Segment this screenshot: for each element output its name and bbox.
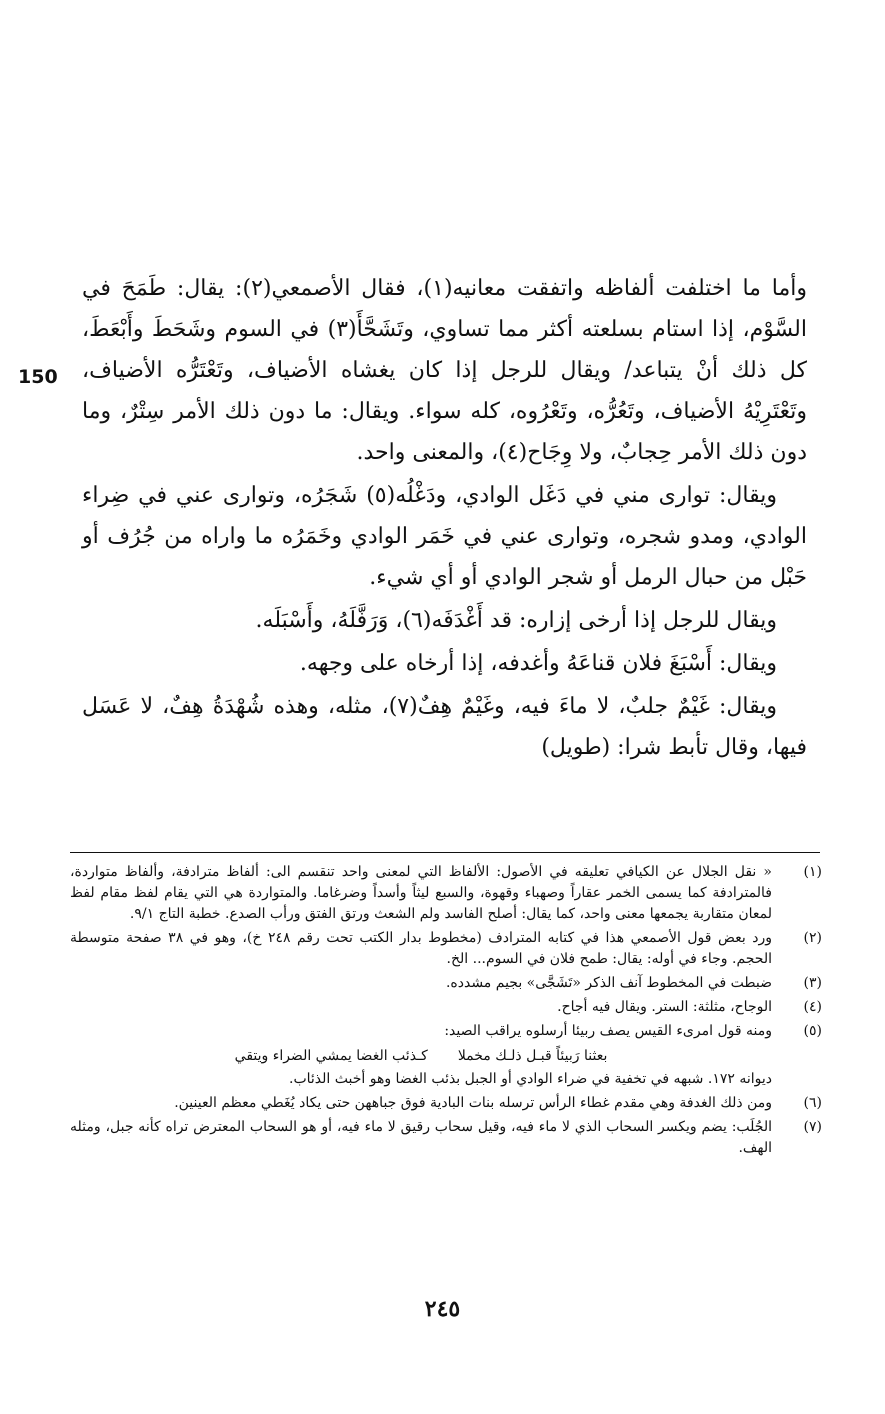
footnote-body bbox=[70, 1021, 772, 1090]
footnotes bbox=[70, 862, 822, 1162]
footnote bbox=[70, 862, 822, 925]
footnote-number: (٧) bbox=[803, 1119, 822, 1135]
footnote bbox=[70, 1021, 822, 1090]
footnote-text: ورد بعض قول الأصمعي هذا في كتابه المترادف (مخطوط بدار الكتب تحت رقم ٢٤٨ خ)، وهو في ٣٨ صفحة متوسطة الحجم. وجاء في أوله: يقال: طمح فلان في السوم... الخ. bbox=[70, 930, 773, 967]
main-text bbox=[82, 268, 807, 770]
footnote bbox=[70, 973, 822, 994]
body-paragraph: ويقال: غَيْمٌ جلبٌ، لا ماءَ فيه، وغَيْمٌ هِفٌ(٧)، مثله، وهذه شُهْدَةُ هِفٌ، لا عَسَل فيها، وقال تأبط شرا: (طويل) bbox=[82, 694, 807, 760]
footnote-text: ومن ذلك الغدفة وهي مقدم غطاء الرأس ترسله بنات البادية فوق جباههن حتى يكاد يُغَطي معظم العينين. bbox=[174, 1095, 772, 1111]
footnote-text: الجُلَب: يضم ويكسر السحاب الذي لا ماء فيه، وقيل سحاب رقيق لا ماء فيه، أو هو السحاب المعترض تراه كأنه جبل، ومثله الهف. bbox=[70, 1119, 772, 1156]
body-paragraph: ويقال: توارى مني في دَغَل الوادي، ودَغْلُه(٥) شَجَرُه، وتوارى عني في ضِراء الوادي، ومدو شجره، وتوارى عني في خَمَر الوادي وخَمَرُه ما واراه من جُرُف أو حَبْل من حبال الرمل أو شجر الوادي أو أي شيء. bbox=[82, 483, 807, 590]
footnote bbox=[70, 997, 822, 1018]
body-paragraph: وأما ما اختلفت ألفاظه واتفقت معانيه(١)، فقال الأصمعي(٢): يقال: طَمَحَ في السَّوْم، إذا استام بسلعته أكثر مما تساوي، وتَشَحَّأَ(٣) في السوم وشَحَطَ وأَبْعَطَ، كل ذلك أنْ يتباعد/ ويقال للرجل إذا كان يغشاه الأضياف، وتَعْتَرُّه الأضياف، وتَعْتَرِيْهُ الأضياف، وتَعُرُّه، وتَعْرُوه، كله سواء. ويقال: ما دون ذلك الأمر سِتْرٌ، وما دون ذلك الأمر حِجابٌ، ولا وِجَاح(٤)، والمعنى واحد. bbox=[82, 276, 807, 465]
footnote bbox=[70, 928, 822, 970]
verse-hemistich-first: بعثنا رَبيئاً قبـل ذلـك مخملا bbox=[457, 1048, 608, 1064]
footnote-number: (٥) bbox=[803, 1023, 822, 1039]
verse-hemistich-second: كـذئب الغضا يمشي الضراء ويتقي bbox=[234, 1048, 428, 1064]
footnote-number: (٦) bbox=[803, 1095, 822, 1111]
footnote bbox=[70, 1093, 822, 1114]
footnote-number: (٤) bbox=[803, 999, 822, 1015]
footnote-divider bbox=[70, 852, 820, 853]
footnote-number: (٢) bbox=[803, 930, 822, 946]
footnote-text: « نقل الجلال عن الكيافي تعليقه في الأصول: الألفاظ التي لمعنى واحد تنقسم الى: ألفاظ مترادفة، وألفاظ متواردة، فالمترادفة كما يسمى الخمر عقاراً وصهباء وقهوة، والسبع ليثاً وأسداً وضرغاما. والمتواردة هي التي يقام لفظ مقام لفظ لمعان متقاربة يجمعها معنى واحد، كما يقال: أصلح الفاسد ولم الشعث ورتق الفتق ورأب الصدع. خطبة التاج ٩/١. bbox=[70, 864, 772, 922]
footnote bbox=[70, 1117, 822, 1159]
page-number: ٢٤٥ bbox=[424, 1296, 461, 1322]
footnote-text: ضبطت في المخطوط آنف الذكر «تَشَجَّى» بجيم مشدده. bbox=[445, 975, 772, 991]
body-paragraph: ويقال: أَسْبَغَ فلان قناعَهُ وأغدفه، إذا أرخاه على وجهه. bbox=[299, 651, 777, 676]
body-paragraph: ويقال للرجل إذا أرخى إزاره: قد أَغْدَفَه(٦)، وَرَفَّلَهُ، وأَسْبَلَه. bbox=[255, 608, 777, 633]
footnote-text: ومنه قول امرىء القيس يصف ربيئا أرسلوه يراقب الصيد: bbox=[444, 1023, 772, 1039]
footnote-text: الوجاح، مثلثة: الستر. ويقال فيه أجاح. bbox=[557, 999, 772, 1015]
footnote-source: ديوانه ١٧٢. شبهه في تخفية في ضراء الوادي أو الجبل بذئب الغضا وهو أخبث الذئاب. bbox=[289, 1071, 772, 1087]
poem-verse bbox=[70, 1046, 772, 1067]
footnote-number: (١) bbox=[803, 864, 822, 880]
margin-folio-number: 150 bbox=[18, 366, 58, 388]
footnote-number: (٣) bbox=[803, 975, 822, 991]
